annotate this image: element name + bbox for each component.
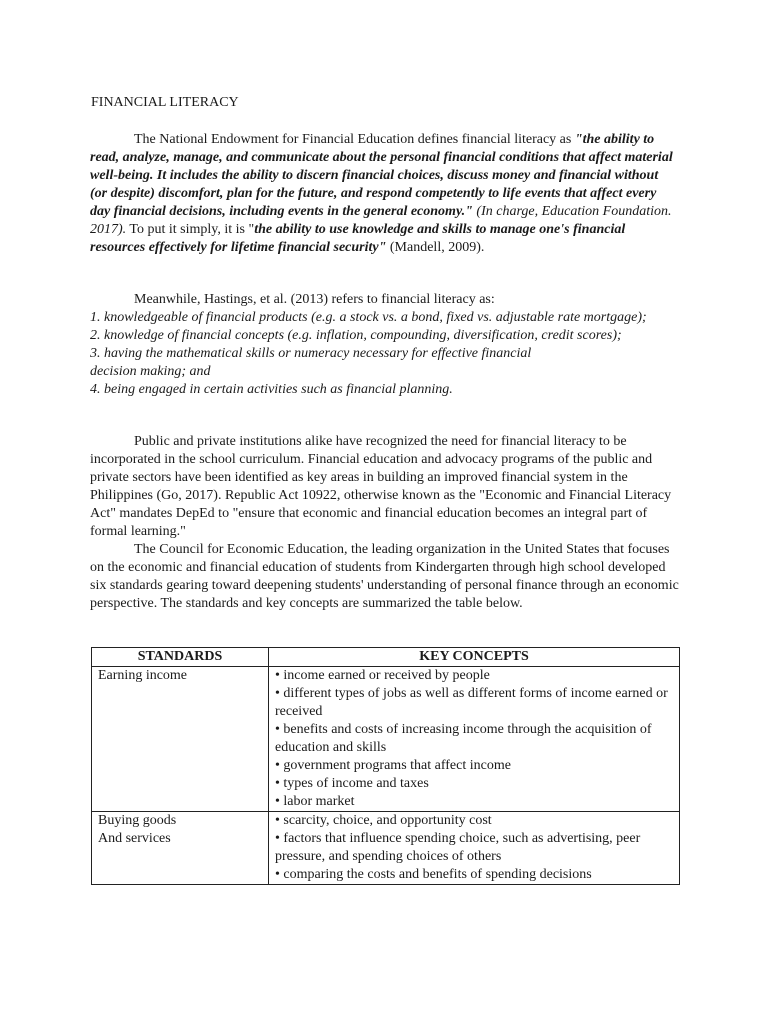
standard-buying-goods: Buying goods	[98, 813, 177, 828]
nefe-definition-quote: "the ability to read, analyze, manage, and communicate about the personal financial conditions that affect material well-being. It includes the ability to discern financial choices, discuss money and financial without (or despite) discomfort, plan for the future, and respond competently to life events that affect every day financial decisions, including events in the general economy."	[90, 132, 673, 219]
list-item-1: 1. knowledgeable of financial products (e.g. a stock vs. a bond, fixed vs. adjustable rate mortgage);	[90, 310, 647, 325]
header-standards: STANDARDS	[92, 648, 269, 667]
hastings-intro	[90, 291, 680, 309]
list-item-3: 3. having the mathematical skills or numeracy necessary for effective financial	[90, 346, 532, 361]
hastings-section	[90, 291, 680, 399]
table-header-row	[92, 648, 680, 667]
table-row	[92, 812, 680, 885]
concept-item: • comparing the costs and benefits of spending decisions	[275, 867, 592, 882]
standard-cell	[92, 812, 269, 885]
list-item-3-continued: decision making; and	[90, 364, 211, 379]
concept-item: • labor market	[275, 794, 355, 809]
concepts-cell	[269, 812, 680, 885]
institutions-paragraph	[90, 433, 680, 541]
concept-item: • scarcity, choice, and opportunity cost	[275, 813, 492, 828]
concept-item: • factors that influence spending choice, such as advertising, peer pressure, and spending choices of others	[275, 831, 641, 864]
table-row	[92, 667, 680, 812]
definition-paragraph	[90, 131, 678, 257]
council-paragraph	[90, 541, 680, 613]
mandell-citation: (Mandell, 2009).	[386, 240, 485, 255]
list-item-2: 2. knowledge of financial concepts (e.g. inflation, compounding, diversification, credit scores);	[90, 328, 622, 343]
list-item-4: 4. being engaged in certain activities such as financial planning.	[90, 382, 453, 397]
standard-cell	[92, 667, 269, 812]
hastings-intro-text: Meanwhile, Hastings, et al. (2013) refers to financial literacy as:	[134, 292, 495, 307]
concepts-cell	[269, 667, 680, 812]
nefe-citation: (In charge, Education Foundation. 2017).	[90, 204, 672, 237]
concept-item: • benefits and costs of increasing income through the acquisition of education and skills	[275, 722, 652, 755]
standard-buying-goods-continued: And services	[98, 831, 171, 846]
simplified-intro: To put it simply, it is "	[126, 222, 255, 237]
institutions-text: Public and private institutions alike have recognized the need for financial literacy to be incorporated in the school curriculum. Financial education and advocacy programs of the public and private sectors have been identified as key areas in building an improved financial system in the Philippines (Go, 2017). Republic Act 10922, otherwise known as the "Economic and Financial Literacy Act" mandates DepEd to "ensure that economic and financial education becomes an integral part of formal learning."	[90, 434, 672, 539]
standard-earning-income: Earning income	[98, 668, 188, 683]
definition-intro: The National Endowment for Financial Education defines financial literacy as	[134, 132, 575, 147]
concept-item: • income earned or received by people	[275, 668, 490, 683]
council-text: The Council for Economic Education, the leading organization in the United States that focuses on the economic and financial education of students from Kindergarten through high school developed six standards gearing toward deepening students' understanding of personal finance through an economic perspective. The standards and key concepts are summarized the table below.	[90, 542, 679, 611]
concept-item: • different types of jobs as well as different forms of income earned or received	[275, 686, 668, 719]
header-key-concepts: KEY CONCEPTS	[269, 648, 680, 667]
document-title: FINANCIAL LITERACY	[91, 95, 239, 110]
standards-table	[91, 647, 680, 885]
concept-item: • types of income and taxes	[275, 776, 429, 791]
concept-item: • government programs that affect income	[275, 758, 511, 773]
mandell-definition-quote: the ability to use knowledge and skills to manage one's financial resources effectively for lifetime financial security"	[90, 222, 626, 255]
